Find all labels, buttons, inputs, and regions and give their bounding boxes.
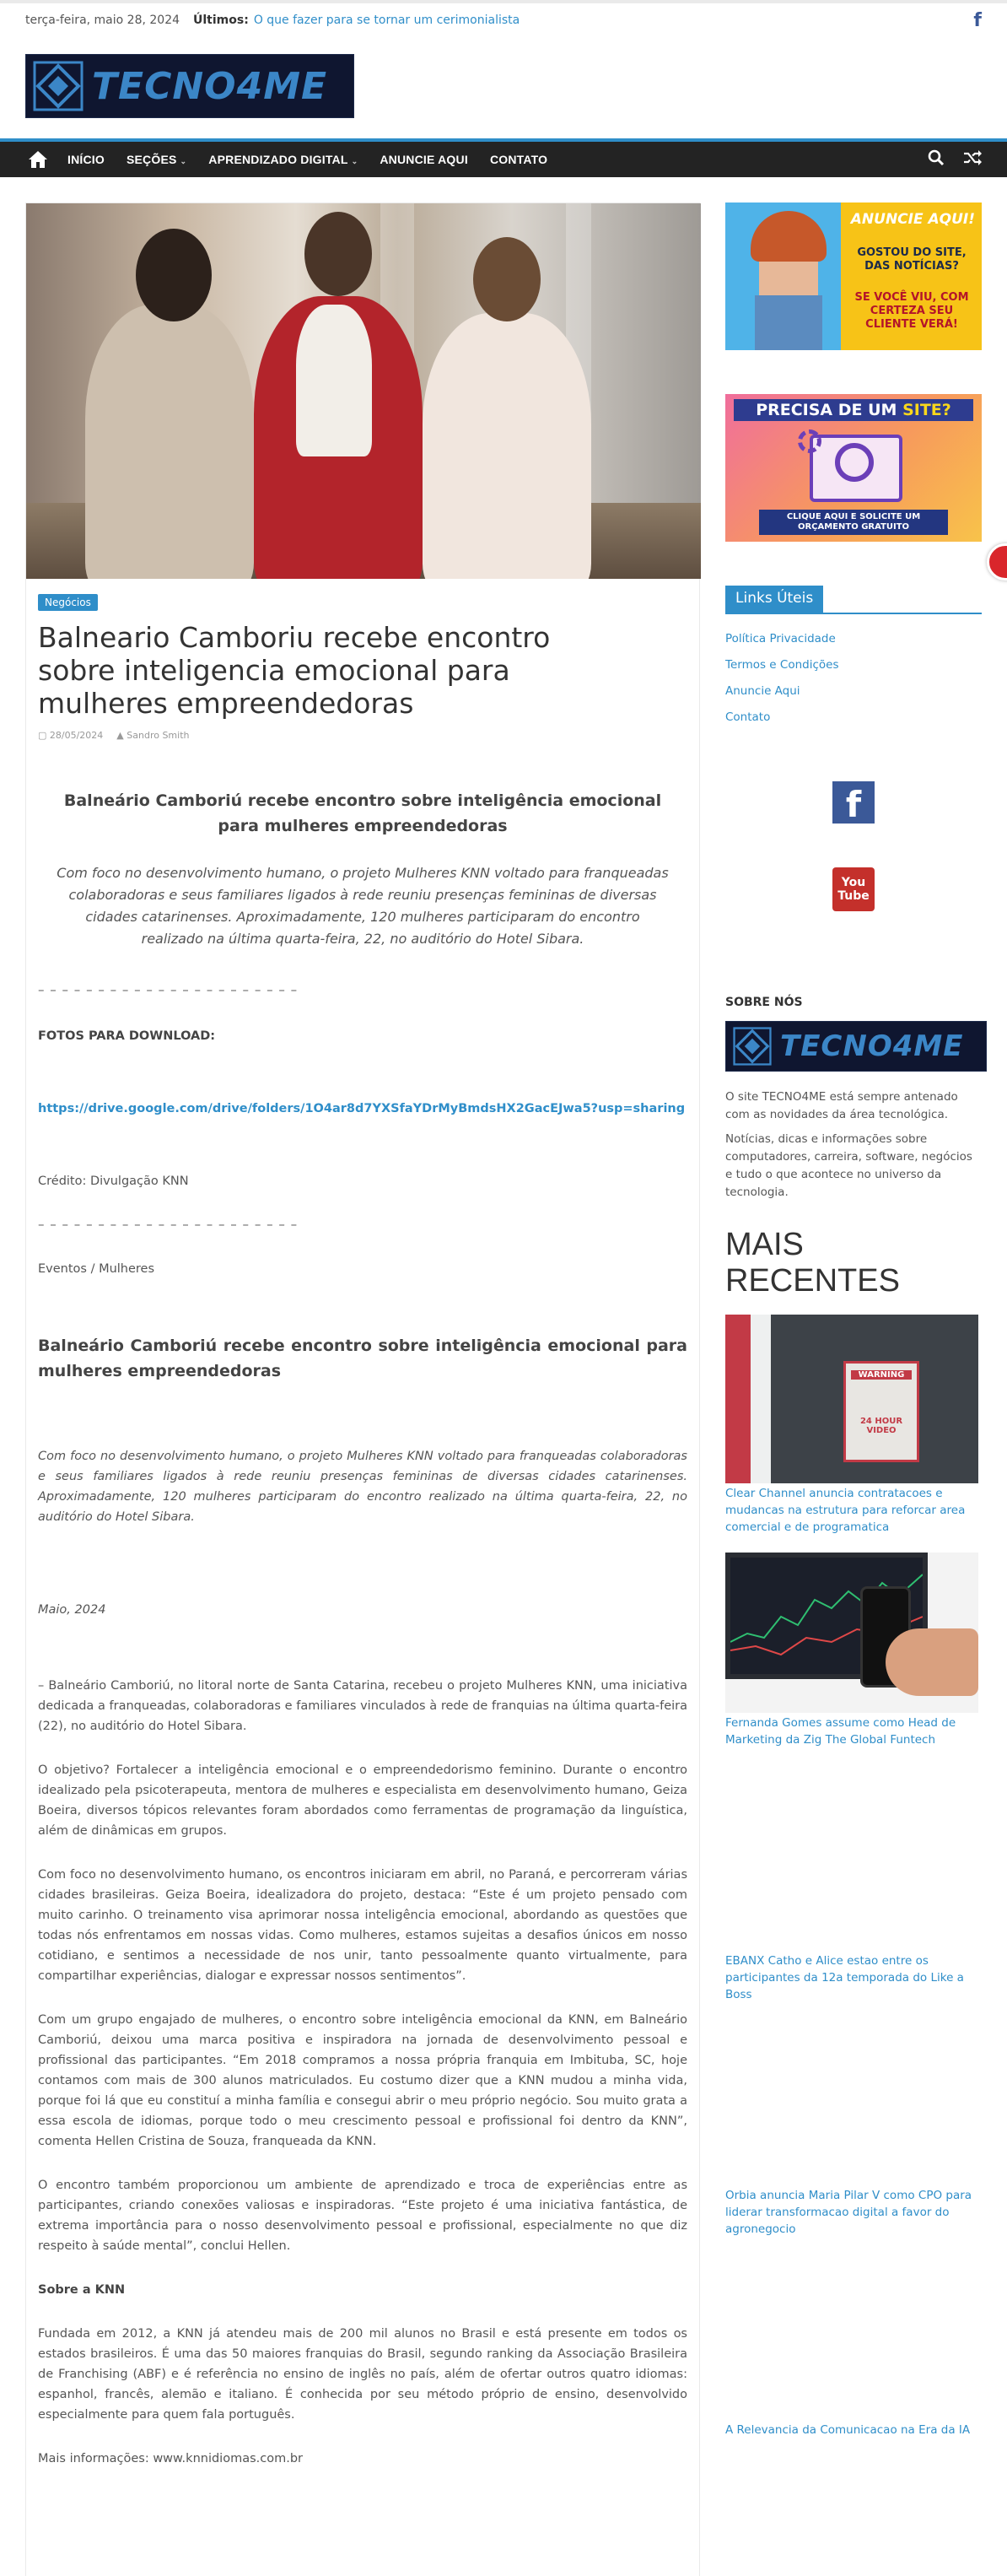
warning-sub: 24 HOUR VIDEO xyxy=(859,1417,903,1435)
hero-woman-right-hair xyxy=(473,237,541,321)
nav-item-anuncie-aqui[interactable] xyxy=(380,153,468,166)
gear-icon xyxy=(798,429,821,453)
recent-post-link-5[interactable]: A Relevancia da Comunicacao na Era da IA xyxy=(725,2423,971,2437)
post-date[interactable] xyxy=(38,730,103,741)
nav-label: SEÇÕES xyxy=(126,153,177,166)
search-icon[interactable] xyxy=(928,149,945,170)
latest-label: Últimos: xyxy=(193,14,249,27)
sobre-nos-title: SOBRE NÓS xyxy=(725,996,803,1009)
ad-site-heading-a: PRECISA DE UM xyxy=(756,401,903,419)
recent-post-link-1[interactable]: Clear Channel anuncia contratacoes e mudancas na estrutura para reforcar area comercial e de programatica xyxy=(725,1487,966,1534)
random-post-icon[interactable] xyxy=(963,150,982,169)
nav-label: CONTATO xyxy=(489,153,548,166)
nav-item-secoes[interactable] xyxy=(127,153,186,166)
body-summary: Com foco no desenvolvimento humano, o projeto Mulheres KNN voltado para franqueadas colaboradoras e seus familiares ligados à rede reuniu presenças femininas de diversas cidades catarinenses. Aproximadamente, 120 mulheres participaram do encontro realizado na última quarta-feira, 22, no auditório do Hotel Sibara. xyxy=(38,1450,687,1524)
body-heading: Balneário Camboriú recebe encontro sobre inteligência emocional para mulheres empreendedoras xyxy=(38,1337,687,1380)
paragraph-2: O objetivo? Fortalecer a inteligência emocional e o empreendedorismo feminino. Durante o encontro idealizado pela psicoterapeuta, mentora de mulheres e especialista em desenvolvimento humano, Geiza Boeira, diversos tópicos relevantes foram abordados como ferramentas de programação da linguística, além de dinâmicas em grupos. xyxy=(38,1763,687,1838)
paragraph-6: Fundada em 2012, a KNN já atendeu mais de 200 mil alunos no Brasil e está presente em todos os estados brasileiros. É uma das 50 maiores franquias do Brasil, segundo ranking da Associação Brasileira de Franchising (ABF) e é referência no ensino de inglês no país, além de ofertar outros quatro idiomas: espanhol, francês, alemão e italiano. É conhecida por seu método próprio de ensino, desenvolvido especialmente para quem fala português. xyxy=(38,2327,687,2422)
main-navigation xyxy=(0,138,1007,177)
hero-woman-center-shirt xyxy=(296,305,372,456)
ad-magnifier-icon xyxy=(835,443,874,482)
hand-shape xyxy=(886,1628,978,1696)
article xyxy=(26,579,699,2469)
ad-subtitle: GOSTOU DO SITE, DAS NOTÍCIAS? xyxy=(857,246,967,273)
calendar-icon: ▢ xyxy=(38,730,50,741)
recent-post-link-2[interactable]: Fernanda Gomes assume como Head de Marketing da Zig The Global Funtech xyxy=(725,1716,956,1747)
nav-item-inicio[interactable] xyxy=(67,153,105,166)
recent-post-image-2[interactable] xyxy=(725,1553,978,1713)
social-icons xyxy=(725,781,982,911)
ad-banner-site[interactable] xyxy=(725,394,982,542)
ad-cta: CLIQUE AQUI E SOLICITE UM ORÇAMENTO GRATUITO xyxy=(759,510,948,535)
date-text: 28/05/2024 xyxy=(49,730,104,741)
top-bar xyxy=(0,3,1007,37)
dash-divider: – – – – – – – – – – – – – – – – – – – – – – xyxy=(38,982,299,997)
chevron-down-icon: ⌄ xyxy=(180,157,187,165)
fotos-label: FOTOS PARA DOWNLOAD: xyxy=(38,1029,216,1043)
recent-post-link-4[interactable]: Orbia anuncia Maria Pilar V como CPO para liderar transformacao digital a favor do agronegocio xyxy=(725,2189,972,2236)
useful-links xyxy=(725,626,982,731)
ad-banner-anuncie[interactable] xyxy=(725,203,982,350)
author-text: Sandro Smith xyxy=(127,730,190,741)
ad-site-heading-b: SITE? xyxy=(902,401,951,419)
sidebar xyxy=(725,203,982,2438)
logo-text: TECNO4ME xyxy=(780,1029,964,1063)
recent-post-link-3[interactable]: EBANX Catho e Alice estao entre os participantes da 12a temporada do Like a Boss xyxy=(725,1954,964,2001)
hero-woman-center-head xyxy=(304,212,372,296)
site-logo[interactable] xyxy=(25,54,354,118)
latest-news-link[interactable]: O que fazer para se tornar um cerimonialista xyxy=(253,14,520,27)
paragraph-4: Com um grupo engajado de mulheres, o encontro sobre inteligência emocional da KNN, em Balneário Camboriú, deixou uma marca positiva e inspiradora na jornada de desenvolvimento pessoal e profissional das participantes. “Em 2018 compramos a nossa própria franquia em Imbituba, SC, hoje contamos com mais de 300 alunos matriculados. Eu costumo dizer que a KNN mudou a minha vida, porque foi lá que eu constituí a minha família e consegui abrir o meu próprio negócio. Sou muito grata a essa escola de idiomas, porque todo o meu crescimento pessoal e profissional foi dentro da KNN”, comenta Hellen Cristina de Souza, franqueada da KNN. xyxy=(38,2013,687,2148)
site-header xyxy=(0,37,1007,138)
article-meta xyxy=(38,730,687,741)
nav-item-contato[interactable] xyxy=(490,153,547,166)
article-month: Maio, 2024 xyxy=(38,1603,106,1617)
chevron-down-icon: ⌄ xyxy=(351,157,358,165)
credit-text: Crédito: Divulgação KNN xyxy=(38,1175,189,1188)
logo-text: TECNO4ME xyxy=(92,64,328,108)
paragraph-5: O encontro também proporcionou um ambiente de aprendizado e troca de experiências entre as participantes, criando conexões valiosas e inspiradoras. “Este projeto é uma iniciativa fantástica, de extrema importância para o nosso desenvolvimento pessoal e profissional, especialmente no que diz respeito à saúde mental”, conclui Hellen. xyxy=(38,2179,687,2253)
sobre-logo[interactable] xyxy=(725,1021,982,1072)
recent-post-image-1[interactable] xyxy=(725,1315,978,1483)
ad-woman-hair xyxy=(751,211,827,262)
link-politica-privacidade[interactable]: Política Privacidade xyxy=(725,632,836,645)
sobre-knn-heading: Sobre a KNN xyxy=(38,2283,126,2297)
warning-sign xyxy=(843,1361,919,1462)
mais-recentes-title: MAIS RECENTES xyxy=(725,1227,900,1299)
hero-woman-right xyxy=(423,313,591,579)
current-date: terça-feira, maio 28, 2024 xyxy=(25,14,180,27)
sobre-paragraph-1: O site TECNO4ME está sempre antenado com as novidades da área tecnológica. xyxy=(725,1090,958,1121)
user-icon: ▲ xyxy=(116,730,127,741)
lead-summary: Com foco no desenvolvimento humano, o projeto Mulheres KNN voltado para franqueadas colaboradoras e seus familiares ligados à rede reuniu presenças femininas de diversas cidades catarinenses. Aproximadamente, 120 mulheres participaram do encontro realizado na última quarta-feira, 22, no auditório do Hotel Sibara. xyxy=(57,865,669,947)
home-icon[interactable] xyxy=(25,147,51,172)
youtube-you: You xyxy=(841,876,866,889)
site-logo-small xyxy=(725,1021,987,1072)
paragraph-1: – Balneário Camboriú, no litoral norte de Santa Catarina, recebeu o projeto Mulheres KNN, uma iniciativa dedicada a franqueadas, colaboradoras e familiares vinculados à rede de franquias na última quarta-feira (22), no auditório do Hotel Sibara. xyxy=(38,1679,687,1733)
facebook-icon[interactable]: f xyxy=(832,781,875,824)
link-contato[interactable]: Contato xyxy=(725,710,771,724)
logo-diamond-icon xyxy=(731,1025,773,1067)
dash-divider: – – – – – – – – – – – – – – – – – – – – – – xyxy=(38,1217,299,1232)
logo-diamond-icon xyxy=(31,59,85,113)
main-content xyxy=(25,203,700,2576)
article-title: Balneario Camboriu recebe encontro sobre inteligencia emocional para mulheres empreendedoras xyxy=(38,621,551,720)
ad-tagline: SE VOCÊ VIU, COM CERTEZA SEU CLIENTE VERÁ! xyxy=(854,291,969,331)
category-badge[interactable]: Negócios xyxy=(38,594,98,611)
ad-title: ANUNCIE AQUI! xyxy=(850,211,975,228)
paragraph-7: Mais informações: www.knnidiomas.com.br xyxy=(38,2452,303,2465)
links-title-text: Links Úteis xyxy=(725,586,823,614)
youtube-icon[interactable] xyxy=(832,867,875,911)
warning-label: WARNING xyxy=(851,1370,912,1380)
nav-label: ANUNCIE AQUI xyxy=(380,153,468,166)
link-anuncie-aqui[interactable]: Anuncie Aqui xyxy=(725,684,800,698)
links-widget-title xyxy=(725,586,982,614)
link-termos-condicoes[interactable]: Termos e Condições xyxy=(725,658,839,672)
lead-heading: Balneário Camboriú recebe encontro sobre inteligência emocional para mulheres empreendedoras xyxy=(63,791,662,835)
hero-woman-left-hair xyxy=(136,229,212,321)
youtube-tube: Tube xyxy=(837,889,870,903)
nav-label: APRENDIZADO DIGITAL xyxy=(208,153,348,166)
sobre-paragraph-2: Notícias, dicas e informações sobre computadores, carreira, software, negócios e tudo o que acontece no universo da tecnologia. xyxy=(725,1132,972,1199)
article-tags: Eventos / Mulheres xyxy=(38,1262,155,1276)
featured-image xyxy=(26,203,701,579)
drive-link[interactable]: https://drive.google.com/drive/folders/1O4ar8d7YXSfaYDrMyBmdsHX2GacEJwa5?usp=sharing xyxy=(38,1102,686,1115)
floating-share-button[interactable] xyxy=(987,543,1007,581)
hero-woman-left xyxy=(85,305,254,579)
ad-site-heading xyxy=(734,399,973,421)
facebook-icon[interactable]: f xyxy=(973,9,982,31)
paragraph-3: Com foco no desenvolvimento humano, os encontros iniciaram em abril, no Paraná, e percorreram várias cidades brasileiras. Geiza Boeira, idealizadora do projeto, destaca: “Este é um projeto pensado com muito carinho. O treinamento visa aprimorar nossa inteligência emocional, abordando as questões que todas nós enfrentamos em nossas vidas. Como mulheres, estamos sujeitas a desafios únicos em nosso cotidiano, e sentimos a necessidade de nos unir, tanto pessoalmente quanto virtualmente, para compartilhar experiências, dialogar e expressar nossos sentimentos”. xyxy=(38,1868,687,1983)
post-author[interactable] xyxy=(116,730,189,741)
ad-woman-overalls xyxy=(755,295,822,350)
nav-item-aprendizado-digital[interactable] xyxy=(208,153,358,166)
nav-label: INÍCIO xyxy=(67,153,105,166)
